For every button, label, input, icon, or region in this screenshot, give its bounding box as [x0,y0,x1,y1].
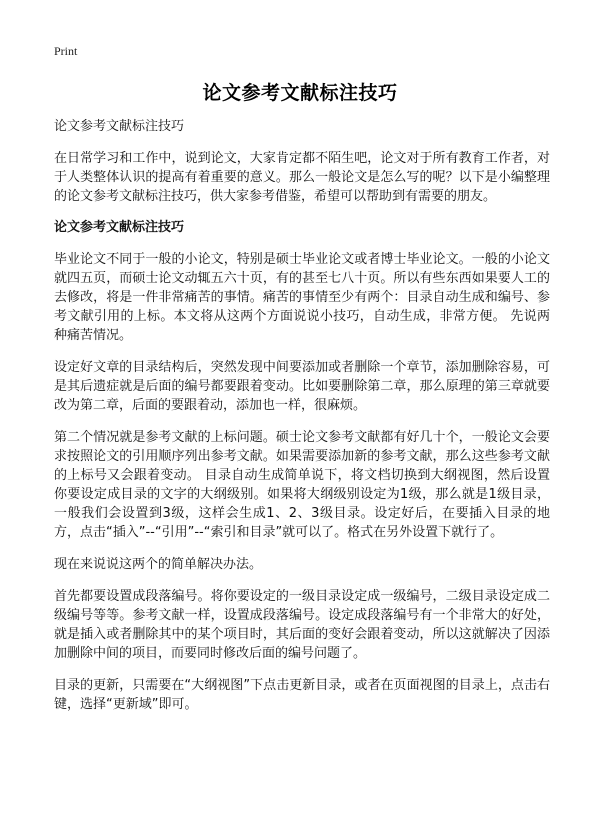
body-paragraph-4: 现在来说说这两个的简单解决办法。 [54,557,263,572]
section-heading: 论文参考文献标注技巧 [54,220,185,235]
document-title: 论文参考文献标注技巧 [202,82,398,104]
body-paragraph-1: 毕业论文不同于一般的小论文，特别是硕士毕业论文或者博士毕业论文。一般的小论文就四五页，而硕士论文动辄五六十页，有的甚至七八十页。所以有些东西如果要人工的去修改，将是一件非常痛苦的事情。痛苦的事情至少有两个：目录自动生成和编号、参考文献引用的上标。本文将从这两个方面说说小技巧，自动生成，非常方便。 先说两种痛苦情况。 [54,252,550,343]
print-label: Print [54,44,78,58]
body-paragraph-2: 设定好文章的目录结构后，突然发现中间要添加或者删除一个章节，添加删除容易，可是其后遗症就是后面的编号都要跟着变动。比如要删除第二章，那么原理的第三章就要改为第二章，后面的要跟着动，添加也一样，很麻烦。 [54,360,550,413]
document-subtitle: 论文参考文献标注技巧 [54,119,185,134]
document-body [54,118,550,727]
body-paragraph-6: 目录的更新，只需要在“大纲视图”下点击更新目录，或者在页面视图的目录上，点击右键，选择“更新域”即可。 [54,678,550,712]
body-paragraph-3: 第二个情况就是参考文献的上标问题。硕士论文参考文献都有好几十个，一般论文会要求按照论文的引用顺序列出参考文献。如果需要添加新的参考文献，那么这些参考文献的上标号又会跟着变动。 目录自动生成简单说下，将文档切换到大纲视图，然后设置你要设定成目录的文字的大纲级别。如果将大纲级别设定为1级，那么就是1级目录，一般我们会设置到3级，这样会生成1、2、3级目录。设定好后，在要插入目录的地方，点击“插入”--“引用”--“索引和目录”就可以了。格式在另外设置下就行了。 [54,430,550,540]
body-paragraph-5: 首先都要设置成段落编号。将你要设定的一级目录设定成一级编号，二级目录设定成二级编号等等。参考文献一样，设置成段落编号。设定成段落编号有一个非常大的好处，就是插入或者删除其中的某个项目时，其后面的变好会跟着变动，所以这就解决了因添加删除中间的项目，而要同时修改后面的编号问题了。 [54,589,550,661]
intro-paragraph: 在日常学习和工作中，说到论文，大家肯定都不陌生吧，论文对于所有教育工作者，对于人类整体认识的提高有着重要的意义。那么一般论文是怎么写的呢？以下是小编整理的论文参考文献标注技巧，供大家参考借鉴，希望可以帮助到有需要的朋友。 [54,151,550,204]
